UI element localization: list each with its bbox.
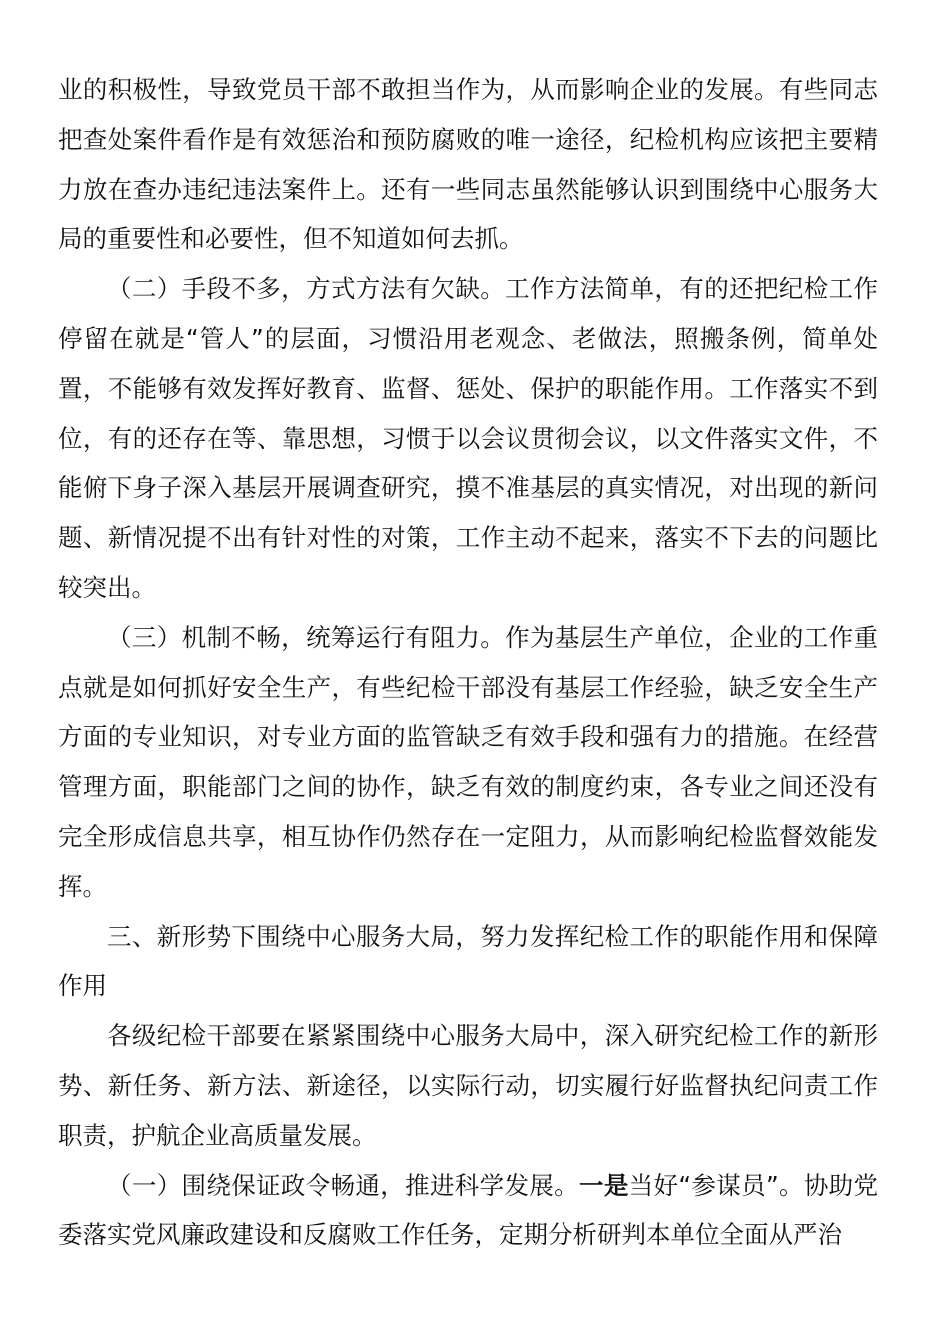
paragraph-1: 业的积极性，导致党员干部不敢担当作为，从而影响企业的发展。有些同志把查处案件看作是有效惩治和预防腐败的唯一途径，纪检机构应该把主要精力放在查办违纪违法案件上。还有一些同志虽然能够认识到围绕中心服务大局的重要性和必要性，但不知道如何去抓。: [58, 75, 878, 254]
document-page: [58, 65, 878, 1260]
paragraph-3: （三）机制不畅，统筹运行有阻力。作为基层生产单位，企业的工作重点就是如何抓好安全生产，有些纪检干部没有基层工作经验，缺乏安全生产方面的专业知识，对专业方面的监管缺乏有效手段和强有力的措施。在经营管理方面，职能部门之间的协作，缺乏有效的制度约束，各专业之间还没有完全形成信息共享，相互协作仍然存在一定阻力，从而影响纪检监督效能发挥。: [58, 622, 878, 901]
paragraph-6: [58, 1161, 878, 1261]
paragraph-6-bold: 一是: [579, 1170, 629, 1200]
paragraph-6-rest: 当好“参谋员”。协助党委落实党风廉政建设和反腐败工作任务，定期分析研判本单位全面从严治: [58, 1170, 879, 1250]
section-heading-3: 三、新形势下围绕中心服务大局，努力发挥纪检工作的职能作用和保障作用: [58, 921, 878, 1001]
paragraph-2: （二）手段不多，方式方法有欠缺。工作方法简单，有的还把纪检工作停留在就是“管人”的层面，习惯沿用老观念、老做法，照搬条例，简单处置，不能够有效发挥好教育、监督、惩处、保护的职能作用。工作落实不到位，有的还存在等、靠思想，习惯于以会议贯彻会议，以文件落实文件，不能俯下身子深入基层开展调查研究，摸不准基层的真实情况，对出现的新问题、新情况提不出有针对性的对策，工作主动不起来，落实不下去的问题比较突出。: [58, 274, 878, 602]
paragraph-5: 各级纪检干部要在紧紧围绕中心服务大局中，深入研究纪检工作的新形势、新任务、新方法、新途径，以实际行动，切实履行好监督执纪问责工作职责，护航企业高质量发展。: [58, 1021, 878, 1150]
paragraph-6-lead: （一）围绕保证政令畅通，推进科学发展。: [107, 1170, 580, 1200]
